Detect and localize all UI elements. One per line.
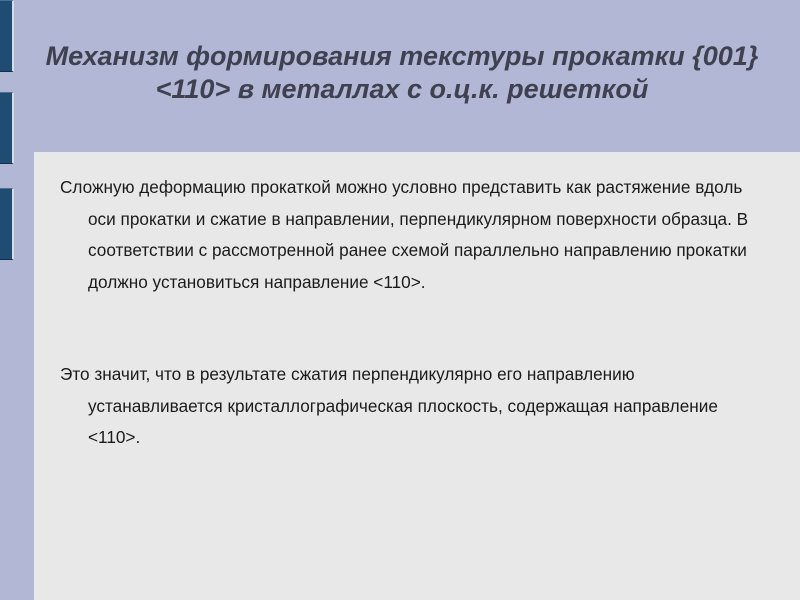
accent-bar-segment [0, 188, 14, 260]
body-paragraph: Сложную деформацию прокаткой можно условно представить как растяжение вдоль оси прокатки и сжатие в направлении, перпендикулярном поверхности образца. В соответствии с рассмотренной ранее схемой параллельно направлению прокатки должно установиться направление <110>. [60, 177, 749, 292]
slide-title: Механизм формирования текстуры прокатки {001}<110> в металлах с о.ц.к. решеткой [45, 41, 759, 104]
content-panel [34, 152, 800, 600]
left-accent-bar [0, 0, 16, 600]
accent-bar-segment [0, 92, 14, 164]
body-paragraph: Это значит, что в результате сжатия перпендикулярно его направлению устанавливается кристаллографическая плоскость, содержащая направление <110>. [60, 364, 718, 447]
accent-bar-segment [0, 0, 14, 72]
